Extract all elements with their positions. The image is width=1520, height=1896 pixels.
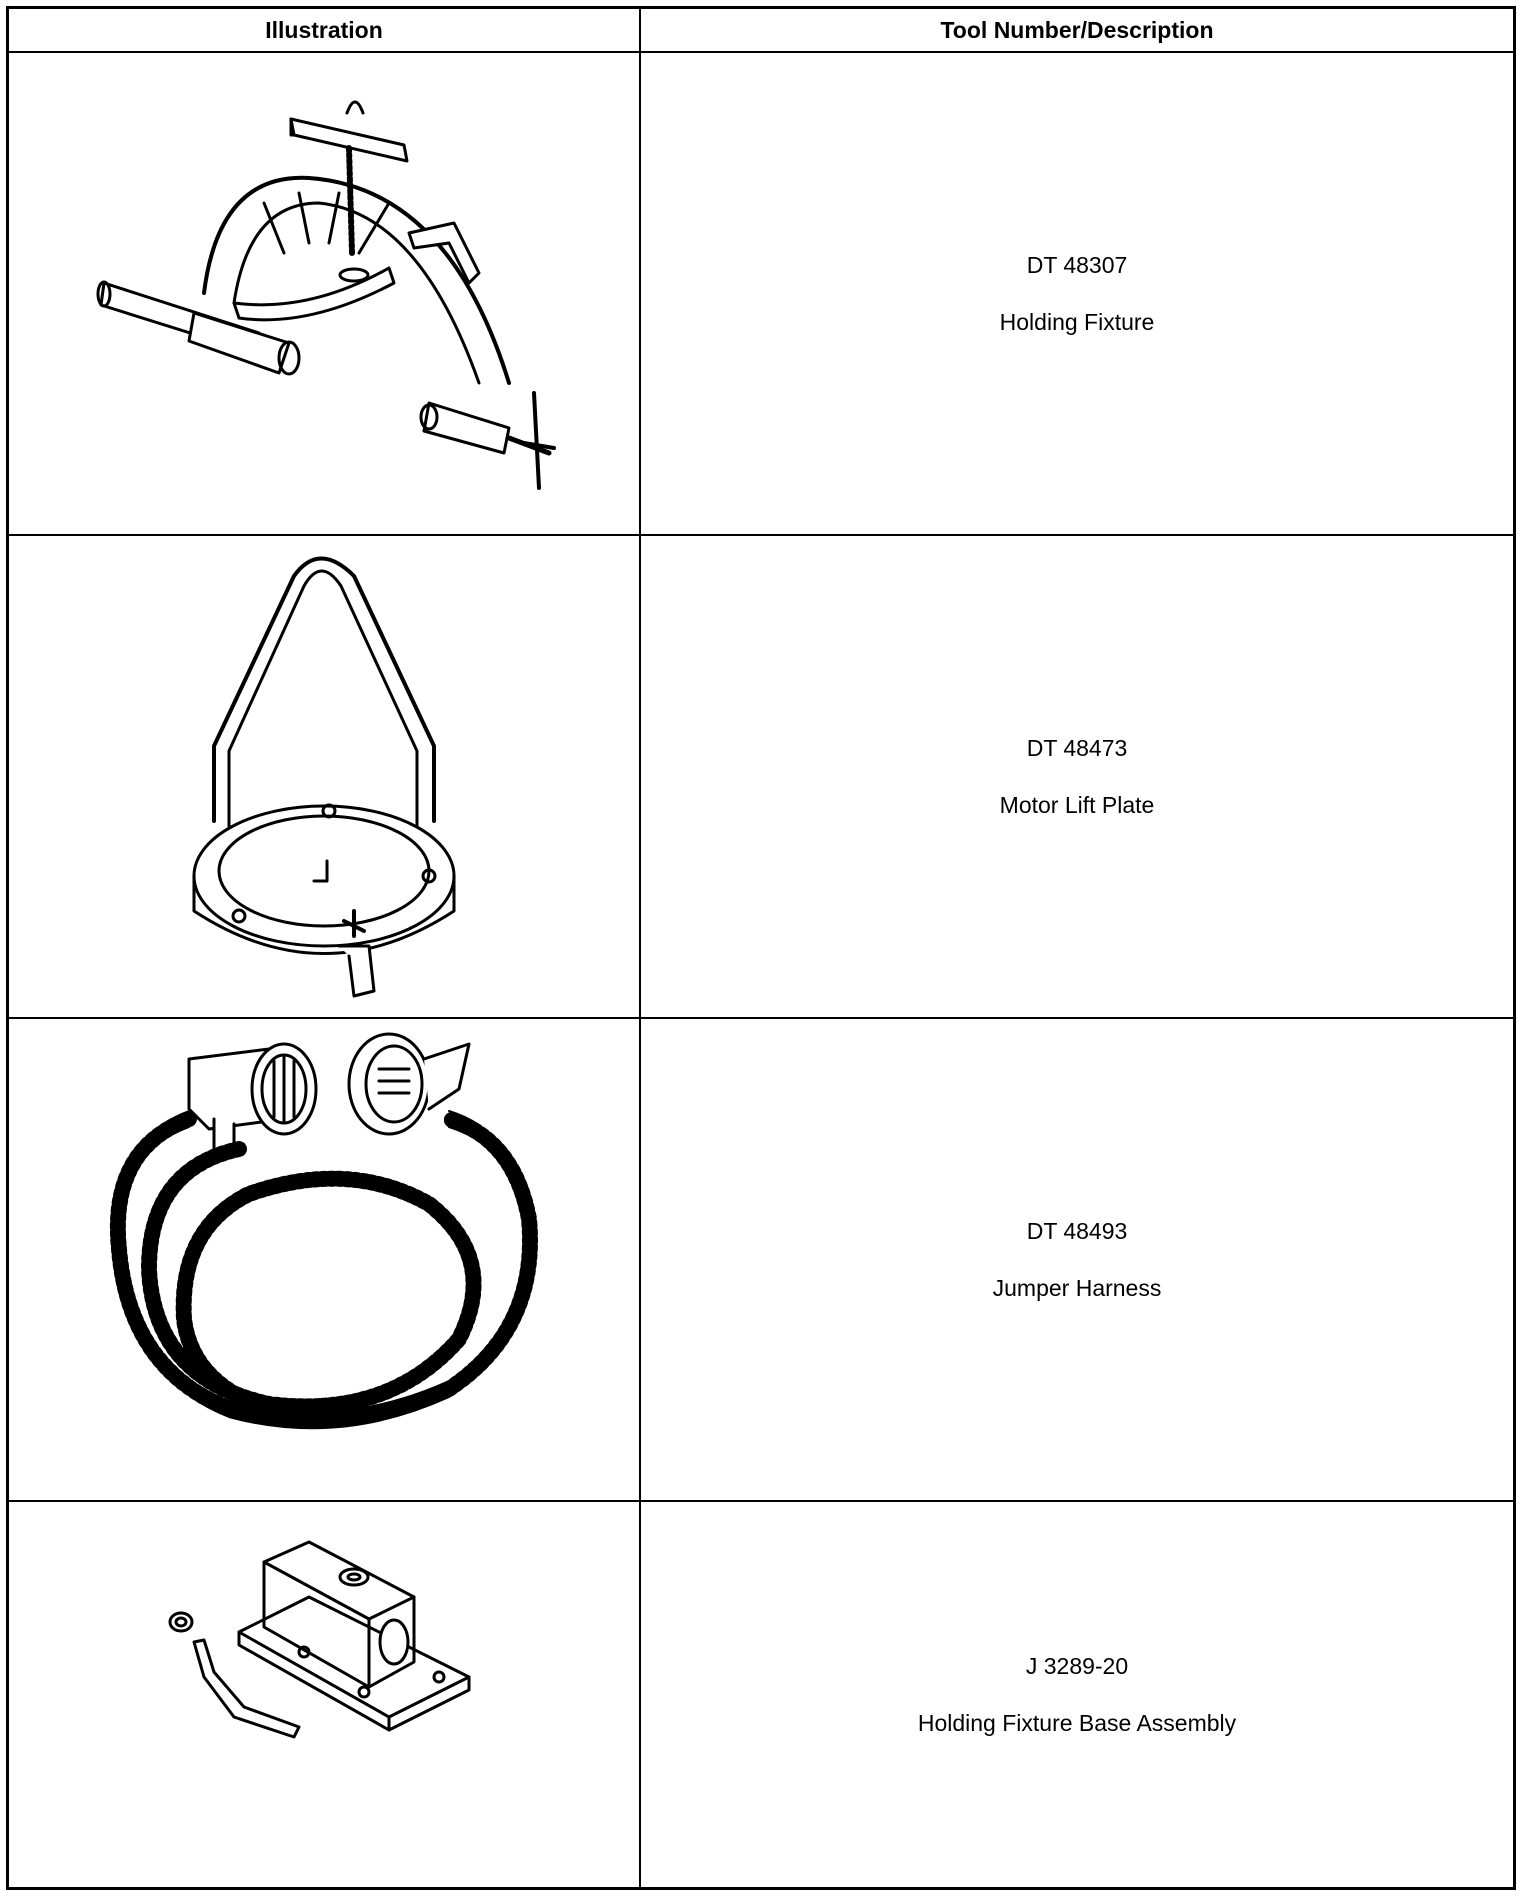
motor-lift-plate-illustration [9, 536, 639, 1017]
tool-number: DT 48493 [1026, 1217, 1128, 1244]
tool-description-cell [641, 1019, 1513, 1500]
holding-fixture-illustration [9, 53, 639, 534]
tool-number: DT 48307 [1026, 251, 1128, 278]
tool-description: Holding Fixture Base Assembly [917, 1709, 1237, 1736]
tool-description: Holding Fixture [999, 308, 1155, 335]
tool-description-cell [641, 1502, 1513, 1887]
holding-fixture-base-illustration [9, 1502, 639, 1887]
table-row [9, 1019, 1513, 1500]
tool-description-cell [641, 53, 1513, 534]
header-tool-number: Tool Number/Description [940, 16, 1214, 43]
table-row [9, 536, 1513, 1017]
tool-description: Motor Lift Plate [999, 791, 1155, 818]
header-illustration: Illustration [265, 16, 383, 43]
tool-table [6, 6, 1516, 1890]
tool-description-cell [641, 536, 1513, 1017]
jumper-harness-illustration [9, 1019, 639, 1500]
tool-description: Jumper Harness [992, 1274, 1162, 1301]
tool-number: J 3289-20 [1025, 1652, 1129, 1679]
table-row [9, 1502, 1513, 1887]
table-row [9, 53, 1513, 534]
tool-number: DT 48473 [1026, 734, 1128, 761]
